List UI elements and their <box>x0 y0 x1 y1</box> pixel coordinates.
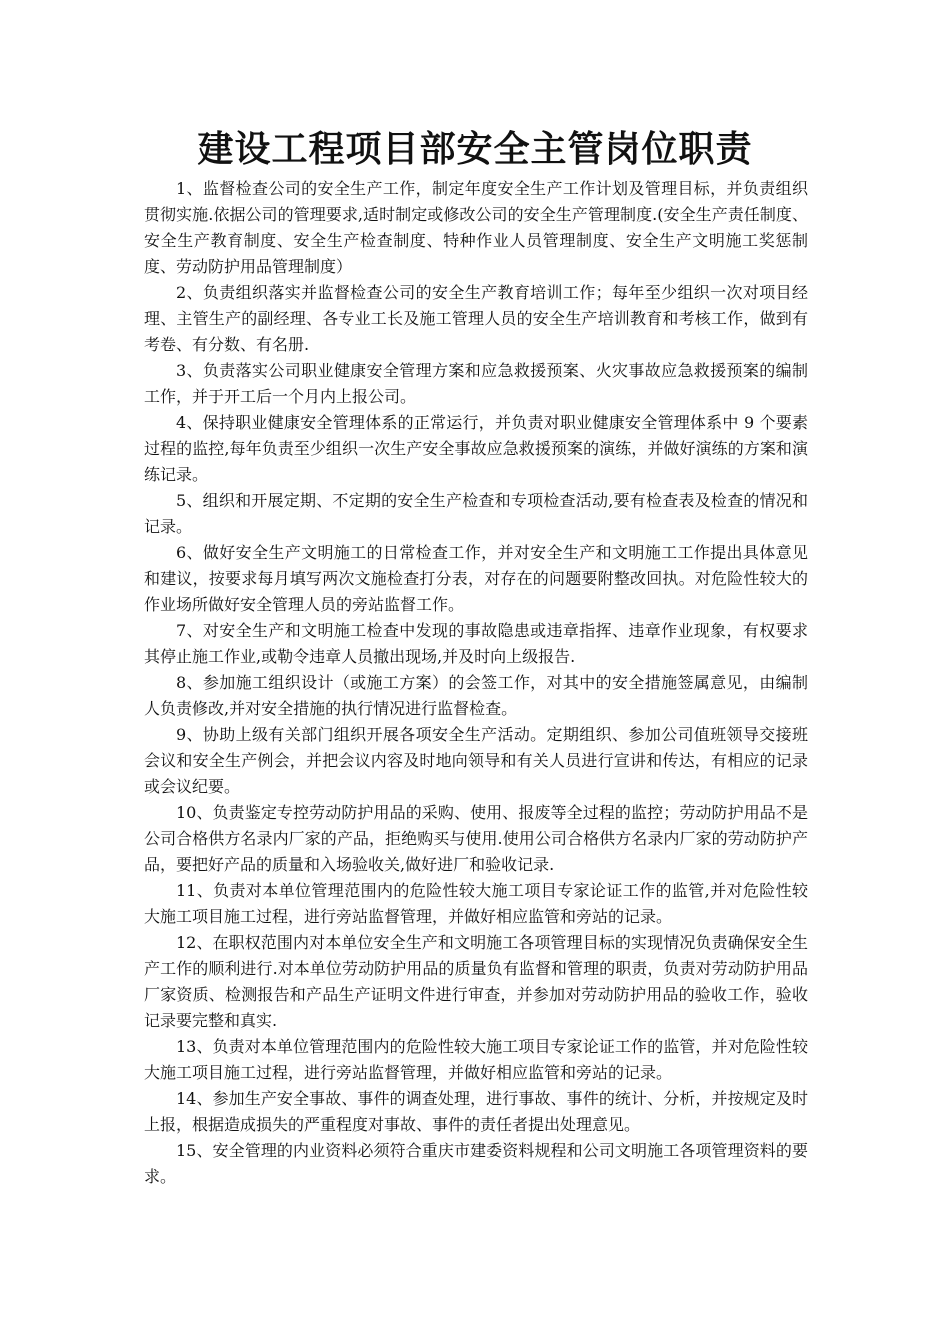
duty-paragraph-8: 8、参加施工组织设计（或施工方案）的会签工作，对其中的安全措施签属意见，由编制人负责修改,并对安全措施的执行情况进行监督检查。 <box>144 673 808 718</box>
duty-paragraph-3: 3、负责落实公司职业健康安全管理方案和应急救援预案、火灾事故应急救援预案的编制工作，并于开工后一个月内上报公司。 <box>144 361 808 406</box>
duty-paragraph-13: 13、负责对本单位管理范围内的危险性较大施工项目专家论证工作的监管，并对危险性较大施工项目施工过程，进行旁站监督管理，并做好相应监管和旁站的记录。 <box>144 1037 808 1082</box>
duty-paragraph-12: 12、在职权范围内对本单位安全生产和文明施工各项管理目标的实现情况负责确保安全生产工作的顺利进行.对本单位劳动防护用品的质量负有监督和管理的职责，负责对劳动防护用品厂家资质、检测报告和产品生产证明文件进行审查，并参加对劳动防护用品的验收工作，验收记录要完整和真实. <box>144 933 808 1030</box>
duty-paragraph-11: 11、负责对本单位管理范围内的危险性较大施工项目专家论证工作的监管,并对危险性较大施工项目施工过程，进行旁站监督管理，并做好相应监管和旁站的记录。 <box>144 881 808 926</box>
duty-paragraph-15: 15、安全管理的内业资料必须符合重庆市建委资料规程和公司文明施工各项管理资料的要求。 <box>144 1141 808 1186</box>
duty-paragraph-2: 2、负责组织落实并监督检查公司的安全生产教育培训工作；每年至少组织一次对项目经理、主管生产的副经理、各专业工长及施工管理人员的安全生产培训教育和考核工作，做到有考卷、有分数、有名册. <box>144 283 808 354</box>
duty-paragraph-6: 6、做好安全生产文明施工的日常检查工作，并对安全生产和文明施工工作提出具体意见和建议，按要求每月填写两次文施检查打分表，对存在的问题要附整改回执。对危险性较大的作业场所做好安全管理人员的旁站监督工作。 <box>144 543 808 614</box>
document-body <box>144 176 808 1190</box>
duty-paragraph-9: 9、协助上级有关部门组织开展各项安全生产活动。定期组织、参加公司值班领导交接班会议和安全生产例会，并把会议内容及时地向领导和有关人员进行宣讲和传达，有相应的记录或会议纪要。 <box>144 725 808 796</box>
duty-paragraph-5: 5、组织和开展定期、不定期的安全生产检查和专项检查活动,要有检查表及检查的情况和记录。 <box>144 491 808 536</box>
duty-paragraph-7: 7、对安全生产和文明施工检查中发现的事故隐患或违章指挥、违章作业现象，有权要求其停止施工作业,或勒令违章人员撤出现场,并及时向上级报告. <box>144 621 808 666</box>
duty-paragraph-4: 4、保持职业健康安全管理体系的正常运行，并负责对职业健康安全管理体系中 9 个要素过程的监控,每年负责至少组织一次生产安全事故应急救援预案的演练，并做好演练的方案和演练记录。 <box>144 413 808 484</box>
duty-paragraph-10: 10、负责鉴定专控劳动防护用品的采购、使用、报废等全过程的监控；劳动防护用品不是公司合格供方名录内厂家的产品，拒绝购买与使用.使用公司合格供方名录内厂家的劳动防护产品，要把好产品的质量和入场验收关,做好进厂和验收记录. <box>144 803 808 874</box>
duty-paragraph-14: 14、参加生产安全事故、事件的调查处理，进行事故、事件的统计、分析，并按规定及时上报，根据造成损失的严重程度对事故、事件的责任者提出处理意见。 <box>144 1089 808 1134</box>
duty-paragraph-1: 1、监督检查公司的安全生产工作，制定年度安全生产工作计划及管理目标，并负责组织贯彻实施.依据公司的管理要求,适时制定或修改公司的安全生产管理制度.(安全生产责任制度、安全生产教育制度、安全生产检查制度、特种作业人员管理制度、安全生产文明施工奖惩制度、劳动防护用品管理制度） <box>144 179 808 276</box>
document-title: 建设工程项目部安全主管岗位职责 <box>197 128 753 170</box>
